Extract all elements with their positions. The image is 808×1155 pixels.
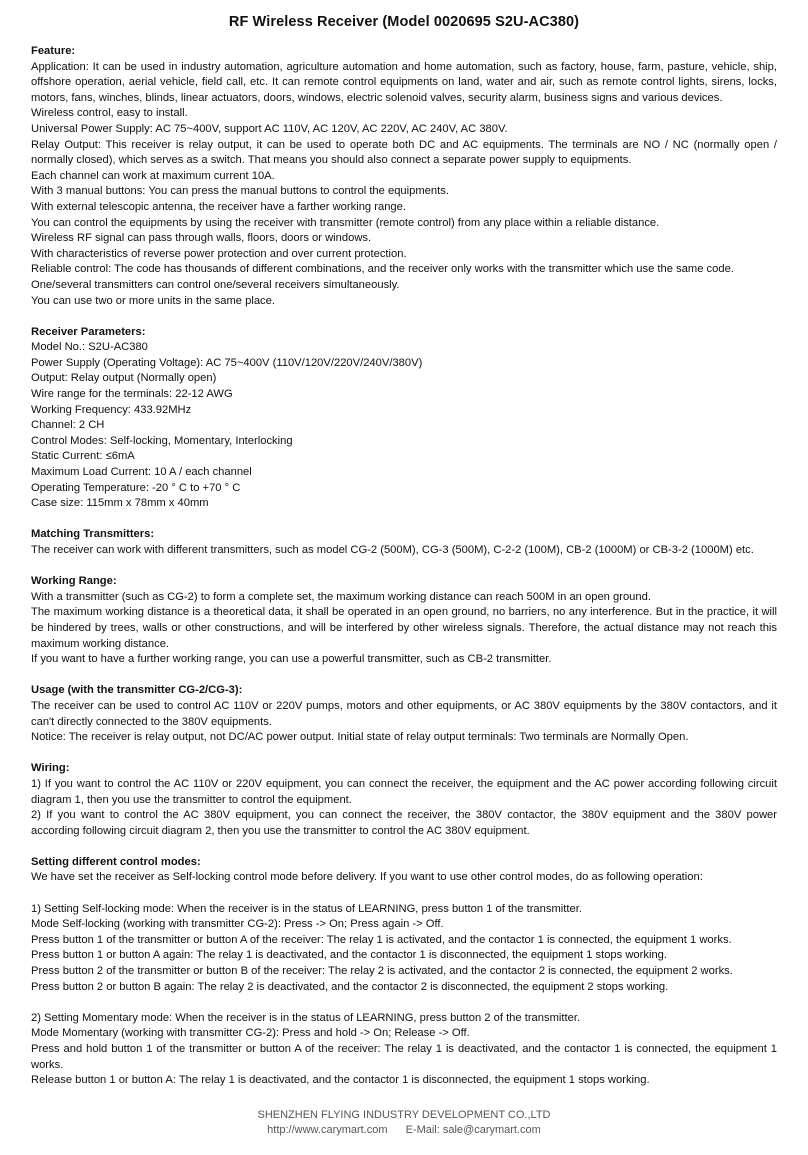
paragraph-line: 2) If you want to control the AC 380V equipment, you can connect the receiver, the 380V contactor, the 380V equipment and the 380V power according following circuit diagram 2, then you use the transmitter to control the AC 380V equipment. <box>31 809 777 837</box>
section <box>31 574 777 668</box>
paragraph-line: Universal Power Supply: AC 75~400V, support AC 110V, AC 120V, AC 220V, AC 240V, AC 380V. <box>31 122 508 135</box>
section <box>31 683 777 745</box>
section-heading: Wiring: <box>31 762 70 775</box>
paragraph-line: One/several transmitters can control one/several receivers simultaneously. <box>31 278 400 291</box>
paragraph-line: Channel: 2 CH <box>31 419 105 432</box>
document-footer <box>0 1108 808 1138</box>
paragraph-line: Press button 2 of the transmitter or button B of the receiver: The relay 2 is activated, and the contactor 2 is connected, the equipment 2 works. <box>31 965 733 978</box>
paragraph-line: We have set the receiver as Self-locking control mode before delivery. If you want to use other control modes, do as following operation: <box>31 871 703 884</box>
document-title: RF Wireless Receiver (Model 0020695 S2U-AC380) <box>228 14 580 30</box>
paragraph-line: Static Current: ≤6mA <box>31 450 135 463</box>
section-heading: Setting different control modes: <box>31 855 201 868</box>
paragraph-line: Case size: 115mm x 78mm x 40mm <box>31 497 209 510</box>
document-page <box>31 12 777 1104</box>
paragraph-line: Maximum Load Current: 10 A / each channel <box>31 466 252 479</box>
section-heading: Usage (with the transmitter CG-2/CG-3): <box>31 684 243 697</box>
paragraph-line: Mode Momentary (working with transmitter CG-2): Press and hold -> On; Release -> Off. <box>31 1027 470 1040</box>
paragraph-gap <box>31 995 777 1011</box>
paragraph-line: Reliable control: The code has thousands of different combinations, and the receiver only works with the transmitter which use the same code. <box>31 263 734 276</box>
document-body <box>31 44 777 1089</box>
paragraph-line: Each channel can work at maximum current 10A. <box>31 169 275 182</box>
paragraph-line: Mode Self-locking (working with transmitter CG-2): Press -> On; Press again -> Off. <box>31 918 444 931</box>
paragraph-line: Application: It can be used in industry automation, agriculture automation and home automation, such as factory, house, farm, pasture, vehicle, ship, offshore operation, aerial vehicle, field call, etc. It can remote control equipments on land, water and air, such as remote control lights, sirens, locks, motors, fans, winches, blinds, linear actuators, doors, windows, electric solenoid valves, security alarm, business signs and various devices. <box>31 60 777 104</box>
section-heading: Receiver Parameters: <box>31 325 146 338</box>
paragraph-line: The receiver can be used to control AC 110V or 220V pumps, motors and other equipments, or AC 380V equipments by the 380V contactors, and it can't directly connected to the 380V equipments. <box>31 699 777 728</box>
paragraph-line: The receiver can work with different transmitters, such as model CG-2 (500M), CG-3 (500M), C-2-2 (100M), CB-2 (1000M) or CB-3-2 (1000M) etc. <box>31 544 754 556</box>
section <box>31 44 777 309</box>
section <box>31 527 777 558</box>
section-heading: Working Range: <box>31 575 117 588</box>
paragraph-line: 1) Setting Self-locking mode: When the receiver is in the status of LEARNING, press button 1 of the transmitter. <box>31 902 582 915</box>
section <box>31 855 777 1089</box>
paragraph-line: Control Modes: Self-locking, Momentary, Interlocking <box>31 434 293 447</box>
paragraph-line: Release button 1 or button A: The relay 1 is deactivated, and the contactor 1 is disconnected, the equipment 1 stops working. <box>31 1074 650 1087</box>
paragraph-line: Relay Output: This receiver is relay output, it can be used to operate both DC and AC equipments. The terminals are NO / NC (normally open / normally closed), which serves as a switch. That means you should also connect a separate power supply to equipments. <box>31 138 777 167</box>
section <box>31 761 777 839</box>
paragraph-line: Output: Relay output (Normally open) <box>31 372 217 385</box>
footer-email[interactable]: E-Mail: sale@carymart.com <box>405 1124 541 1136</box>
section-heading: Feature: <box>31 45 76 57</box>
paragraph-line: Model No.: S2U-AC380 <box>31 341 148 354</box>
paragraph-line: You can use two or more units in the same place. <box>31 294 275 307</box>
paragraph-line: Wire range for the terminals: 22-12 AWG <box>31 388 233 401</box>
paragraph-line: Operating Temperature: -20 ° C to +70 ° C <box>31 481 241 494</box>
paragraph-line: 1) If you want to control the AC 110V or 220V equipment, you can connect the receiver, the equipment and the AC power according following circuit diagram 1, then you use the transmitter to control the equipment. <box>31 777 777 806</box>
paragraph-line: Wireless control, easy to install. <box>31 107 188 120</box>
paragraph-line: With 3 manual buttons: You can press the manual buttons to control the equipments. <box>31 185 449 198</box>
paragraph-line: Press and hold button 1 of the transmitter or button A of the receiver: The relay 1 is deactivated, and the contactor 1 is connected, the equipment 1 works. <box>31 1043 777 1071</box>
paragraph-line: Notice: The receiver is relay output, not DC/AC power output. Initial state of relay output terminals: Two terminals are Normally Open. <box>31 731 689 744</box>
footer-company: SHENZHEN FLYING INDUSTRY DEVELOPMENT CO.,LTD <box>257 1109 551 1121</box>
paragraph-line: With external telescopic antenna, the receiver have a farther working range. <box>31 200 406 213</box>
paragraph-line: Press button 1 or button A again: The relay 1 is deactivated, and the contactor 1 is disconnected, the equipment 1 stops working. <box>31 949 668 962</box>
paragraph-line: 2) Setting Momentary mode: When the receiver is in the status of LEARNING, press button 2 of the transmitter. <box>31 1011 581 1024</box>
paragraph-gap <box>31 886 777 902</box>
paragraph-line: If you want to have a further working range, you can use a powerful transmitter, such as CB-2 transmitter. <box>31 653 552 666</box>
paragraph-line: You can control the equipments by using the receiver with transmitter (remote control) from any place within a reliable distance. <box>31 216 660 229</box>
paragraph-line: The maximum working distance is a theoretical data, it shall be operated in an open ground, no barriers, no any interference. But in the practice, it will be hindered by trees, walls or other constructions, and will be interfered by other wireless signals. Therefore, the actual distance may not reach this maximum working distance. <box>31 606 777 650</box>
footer-website[interactable]: http://www.carymart.com <box>267 1124 388 1136</box>
section <box>31 325 777 512</box>
paragraph-line: With a transmitter (such as CG-2) to form a complete set, the maximum working distance can reach 500M in an open ground. <box>31 590 651 603</box>
paragraph-line: Power Supply (Operating Voltage): AC 75~400V (110V/120V/220V/240V/380V) <box>31 356 423 369</box>
paragraph-line: Wireless RF signal can pass through walls, floors, doors or windows. <box>31 232 372 245</box>
paragraph-line: Press button 1 of the transmitter or button A of the receiver: The relay 1 is activated, and the contactor 1 is connected, the equipment 1 works. <box>31 933 732 946</box>
footer-contact <box>0 1123 808 1138</box>
paragraph-line: Working Frequency: 433.92MHz <box>31 403 192 416</box>
paragraph-line: With characteristics of reverse power protection and over current protection. <box>31 247 407 260</box>
paragraph-line: Press button 2 or button B again: The relay 2 is deactivated, and the contactor 2 is disconnected, the equipment 2 stops working. <box>31 980 669 993</box>
section-heading: Matching Transmitters: <box>31 528 155 541</box>
